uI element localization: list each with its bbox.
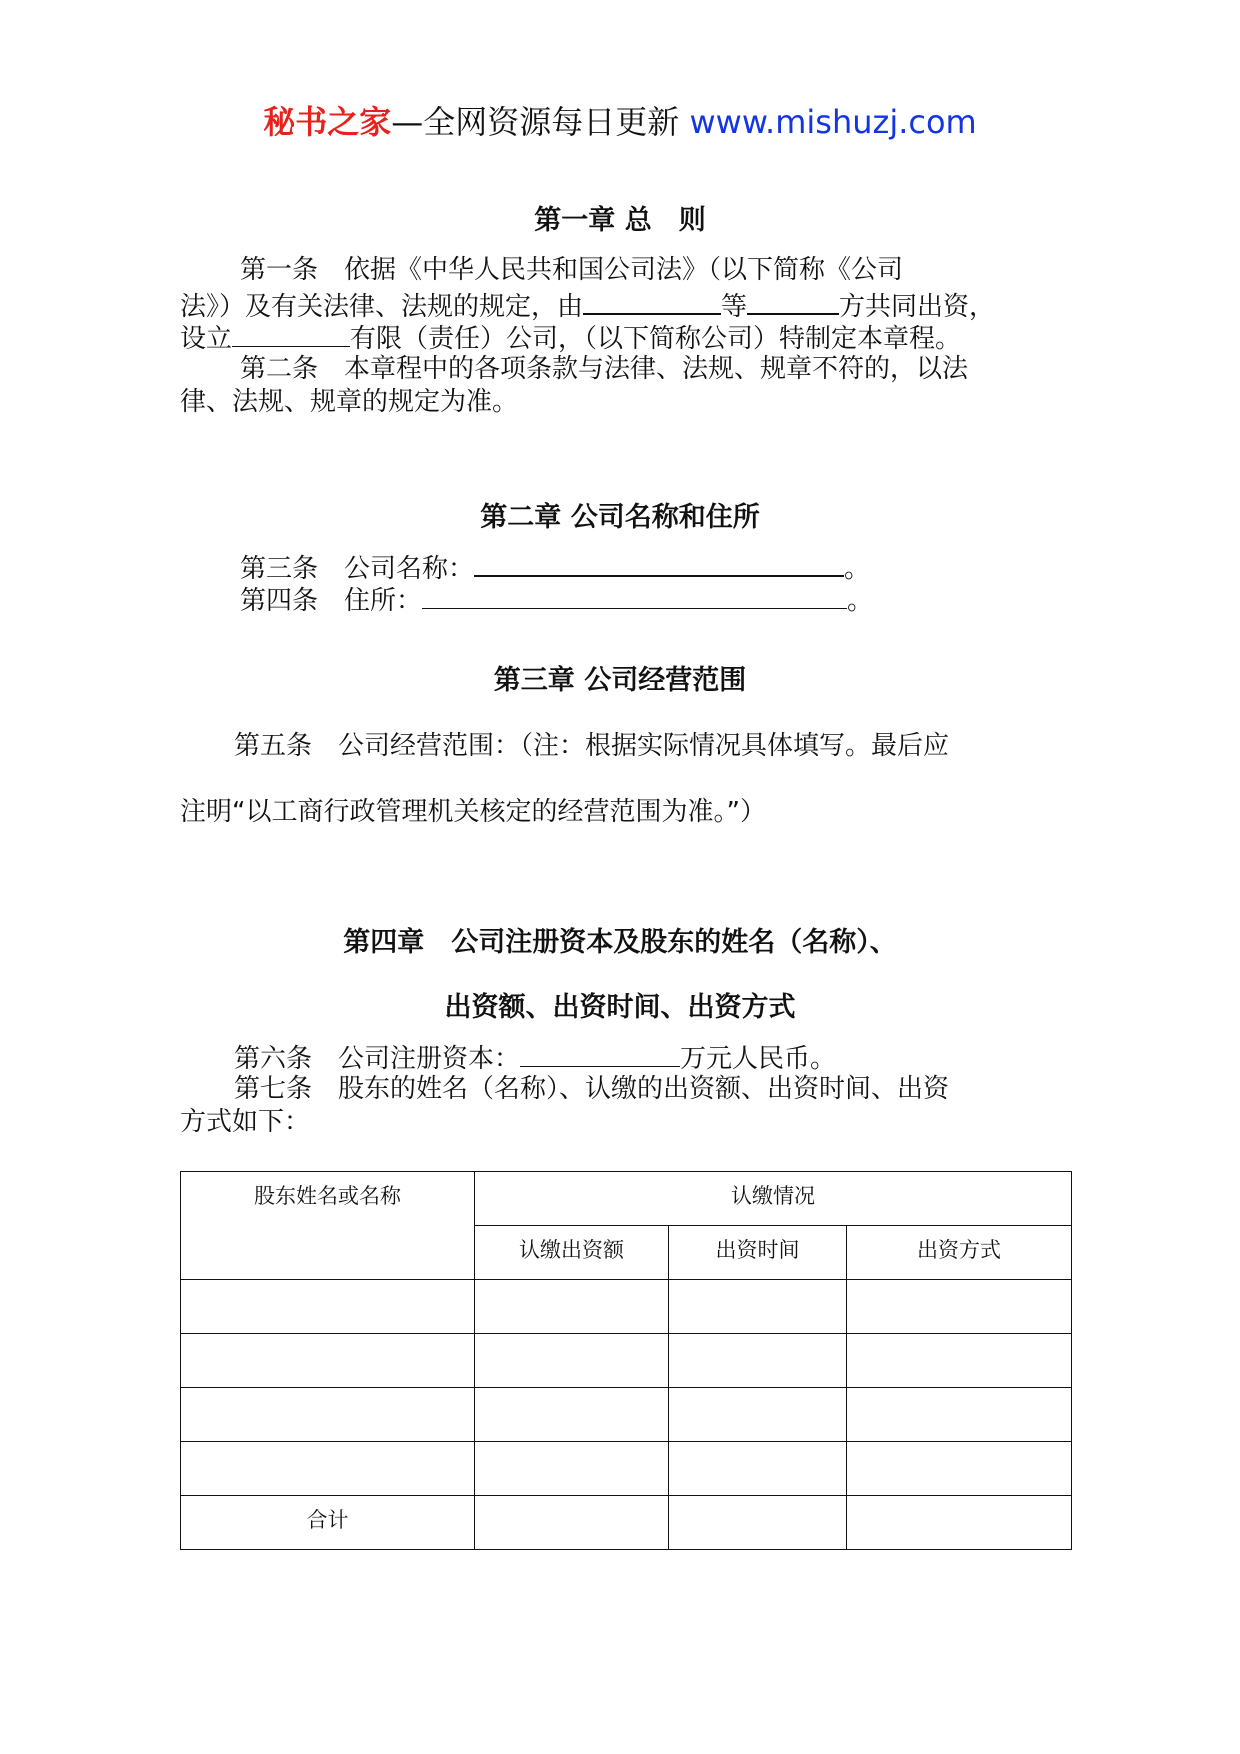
table-cell[interactable] xyxy=(847,1334,1072,1388)
table-cell[interactable] xyxy=(181,1280,475,1334)
header-amount: 认缴出资额 xyxy=(475,1226,669,1280)
brand-name: 秘书之家 xyxy=(263,103,392,141)
article-4-label: 第四条 住所： xyxy=(240,586,423,616)
table-row xyxy=(181,1280,1072,1334)
chapter-4-title-2: 出资额、出资时间、出资方式 xyxy=(444,992,796,1023)
article-5-note-2: 注明“以工商行政管理机关核定的经营范围为准。”） xyxy=(180,797,766,827)
founder-blank-1[interactable] xyxy=(583,287,721,315)
company-name-blank[interactable] xyxy=(474,549,844,577)
chapter-4-title-1: 第四章 公司注册资本及股东的姓名（名称）、 xyxy=(343,927,897,958)
shareholder-table xyxy=(180,1171,1072,1550)
article-1-text-c: 方共同出资， xyxy=(839,292,996,322)
article-3-label: 第三条 公司名称： xyxy=(240,554,475,584)
article-3 xyxy=(240,549,870,585)
article-1-line-3 xyxy=(180,320,961,355)
header-tagline: —全网资源每日更新 xyxy=(391,103,680,141)
site-link[interactable]: www.mishuzj.com xyxy=(689,103,977,141)
header-method: 出资方式 xyxy=(847,1226,1072,1280)
founder-count-blank[interactable] xyxy=(747,287,839,315)
table-header-row xyxy=(181,1172,1072,1226)
article-5-line-1 xyxy=(234,730,949,762)
article-7-line-2: 方式如下： xyxy=(180,1107,311,1137)
table-cell[interactable] xyxy=(475,1496,669,1550)
article-7-line-1: 第七条 股东的姓名（名称）、认缴的出资额、出资时间、出资 xyxy=(234,1074,950,1104)
table-cell[interactable] xyxy=(847,1280,1072,1334)
table-cell[interactable] xyxy=(181,1442,475,1496)
article-6-end: 万元人民币。 xyxy=(680,1044,837,1074)
article-3-end: 。 xyxy=(844,554,871,584)
table-row xyxy=(181,1442,1072,1496)
company-name-blank-1[interactable] xyxy=(232,320,350,347)
article-1-line-2 xyxy=(180,287,995,323)
article-1-line-1: 第一条 依据《中华人民共和国公司法》（以下简称《公司 xyxy=(240,255,904,285)
table-cell[interactable] xyxy=(669,1388,847,1442)
article-2-line-1: 第二条 本章程中的各项条款与法律、法规、规章不符的，以法 xyxy=(240,354,969,384)
header-subscription: 认缴情况 xyxy=(475,1172,1072,1226)
article-1-text-a: 法》）及有关法律、法规的规定，由 xyxy=(180,292,584,322)
capital-blank[interactable] xyxy=(520,1040,680,1067)
table-row xyxy=(181,1388,1072,1442)
table-cell[interactable] xyxy=(847,1496,1072,1550)
article-6 xyxy=(234,1040,836,1075)
chapter-2-title: 第二章 公司名称和住所 xyxy=(480,502,760,533)
table-cell[interactable] xyxy=(669,1280,847,1334)
table-cell[interactable] xyxy=(847,1442,1072,1496)
table-cell[interactable] xyxy=(181,1334,475,1388)
table-cell[interactable] xyxy=(669,1334,847,1388)
table-total-row xyxy=(181,1496,1072,1550)
article-1-text-b: 等 xyxy=(721,292,748,322)
header-time: 出资时间 xyxy=(669,1226,847,1280)
article-2-line-2: 律、法规、规章的规定为准。 xyxy=(180,387,519,417)
table-cell[interactable] xyxy=(475,1442,669,1496)
table-cell[interactable] xyxy=(475,1388,669,1442)
table-cell[interactable] xyxy=(669,1496,847,1550)
article-4 xyxy=(240,582,873,617)
article-4-end: 。 xyxy=(847,586,874,616)
article-1-text-e: 有限（责任）公司，（以下简称公司）特制定本章程。 xyxy=(350,324,962,354)
page-header xyxy=(0,102,1240,142)
table-cell[interactable] xyxy=(475,1334,669,1388)
header-shareholder-name: 股东姓名或名称 xyxy=(181,1172,475,1280)
table-cell[interactable] xyxy=(847,1388,1072,1442)
article-5-note-1: （注：根据实际情况具体填写。最后应 xyxy=(520,731,950,761)
table-row xyxy=(181,1334,1072,1388)
article-5-label: 第五条 公司经营范围： xyxy=(234,731,521,761)
table-cell[interactable] xyxy=(181,1388,475,1442)
table-cell[interactable] xyxy=(475,1280,669,1334)
article-6-label: 第六条 公司注册资本： xyxy=(234,1044,521,1074)
chapter-1-title: 第一章 总 则 xyxy=(534,205,706,236)
chapter-3-title: 第三章 公司经营范围 xyxy=(493,665,747,696)
address-blank[interactable] xyxy=(422,582,847,609)
total-label: 合计 xyxy=(181,1496,475,1550)
table-cell[interactable] xyxy=(669,1442,847,1496)
article-1-text-d: 设立 xyxy=(180,324,233,354)
